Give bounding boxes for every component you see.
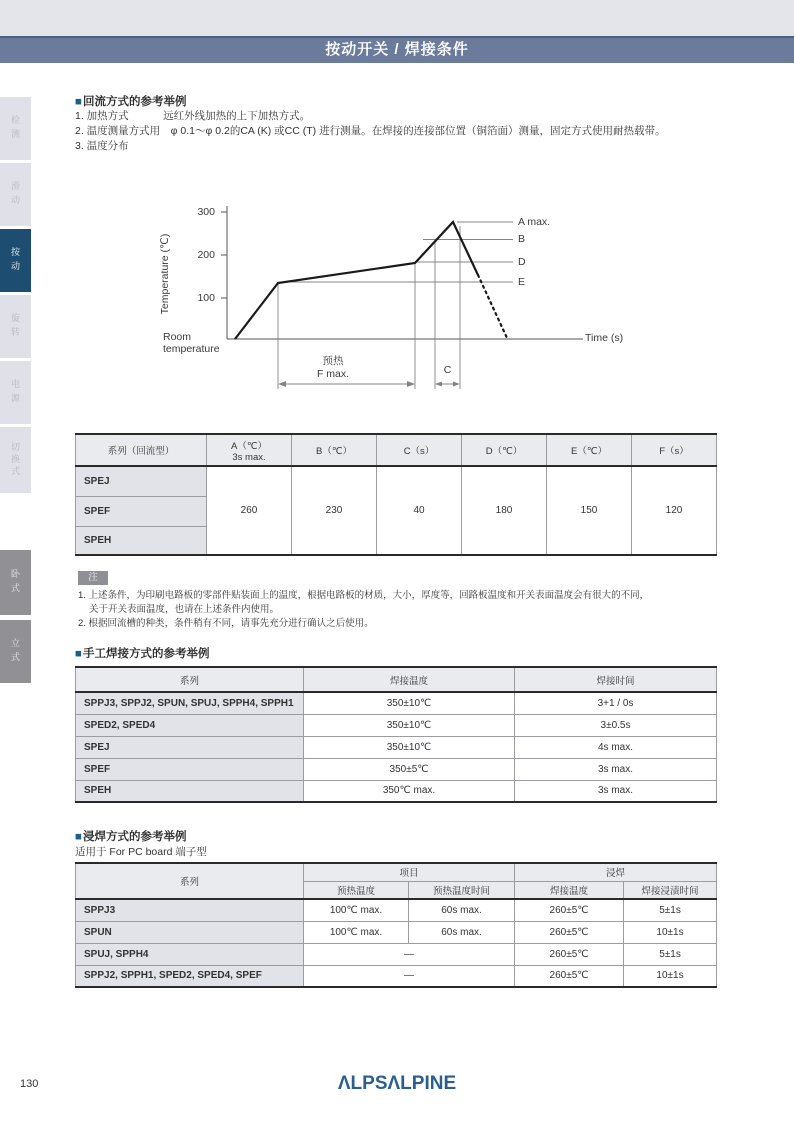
preheat-temp-cell: 100℃ max. — [304, 899, 409, 921]
col-header-preheat-time: 预热温度时间 — [409, 881, 515, 899]
section-marker-icon: ■ — [75, 831, 82, 843]
temp-cell: 350±10℃ — [304, 714, 515, 736]
table-row — [76, 943, 717, 965]
table-row — [76, 780, 717, 802]
col-header-c: C（s） — [377, 434, 462, 466]
y-tick-100: 100 — [197, 292, 215, 304]
col-header-series: 系列（回流型） — [76, 434, 207, 466]
sidebar-tab-jiance[interactable] — [0, 97, 31, 160]
fmax-label: F max. — [316, 368, 350, 380]
col-header-series: 系列 — [76, 667, 304, 692]
preheat-time-cell: 60s max. — [409, 899, 515, 921]
temp-cell: 350±10℃ — [304, 692, 515, 714]
col-header-b: B（℃） — [292, 434, 377, 466]
reflow-method-list — [75, 109, 735, 154]
col-header-preheat-temp: 预热温度 — [304, 881, 409, 899]
ref-label-a-max: A max. — [518, 216, 551, 228]
y-tick-200: 200 — [197, 249, 215, 261]
col-group-dip: 浸焊 — [515, 863, 717, 881]
col-header-solder-time: 焊接时间 — [515, 667, 717, 692]
value-b: 230 — [292, 466, 377, 555]
top-band — [0, 0, 794, 36]
sidebar-tab-dianyuan[interactable] — [0, 361, 31, 424]
sidebar-tab-label: 滑动 — [10, 180, 20, 209]
sidebar-tab-andong-active[interactable] — [0, 229, 31, 292]
table-row — [76, 692, 717, 714]
dip-subtitle: 适用于 For PC board 端子型 — [75, 846, 207, 858]
table-row — [76, 921, 717, 943]
chart-canvas — [155, 192, 675, 402]
sidebar-tab-label: 立式 — [10, 637, 20, 666]
col-header-solder-temp: 焊接温度 — [515, 881, 624, 899]
solder-temp-cell: 260±5℃ — [515, 965, 624, 987]
series-cell: SPUJ, SPPH4 — [76, 943, 304, 965]
time-cell: 3s max. — [515, 780, 717, 802]
sidebar-tab-label: 旋转 — [10, 312, 20, 341]
c-duration-label: C — [443, 364, 452, 376]
note-badge: 注 — [78, 571, 108, 585]
sidebar-tab-woshi[interactable] — [0, 550, 31, 615]
ref-label-d: D — [518, 256, 526, 268]
series-cell: SPPJ3 — [76, 899, 304, 921]
list-item: 2. 温度测量方式用 φ 0.1～φ 0.2的CA (K) 或CC (T) 进行测量。在焊接的连接部位置（铜箔面）测量，固定方式使用耐热载带。 — [75, 125, 666, 137]
ref-label-b: B — [518, 233, 526, 245]
value-a: 260 — [207, 466, 292, 555]
list-item: 1. 加热方式 远红外线加热的上下加热方式。 — [75, 110, 311, 122]
time-cell: 3±0.5s — [515, 714, 717, 736]
table-row — [76, 965, 717, 987]
series-cell: SPEF — [76, 758, 304, 780]
dip-time-cell: 10±1s — [624, 965, 717, 987]
sidebar-tab-qiehuanshi[interactable] — [0, 427, 31, 493]
solder-temp-cell: 260±5℃ — [515, 921, 624, 943]
series-cell: SPPJ2, SPPH1, SPED2, SPED4, SPEF — [76, 965, 304, 987]
preheat-time-cell: 60s max. — [409, 921, 515, 943]
dip-time-cell: 5±1s — [624, 899, 717, 921]
table-row — [76, 466, 717, 496]
series-cell: SPEJ — [76, 736, 304, 758]
section-marker-icon: ■ — [75, 96, 82, 108]
sidebar-tab-label: 卧式 — [10, 568, 20, 597]
series-cell: SPEH — [76, 526, 207, 555]
series-cell: SPEH — [76, 780, 304, 802]
table-row — [76, 899, 717, 921]
value-f: 120 — [632, 466, 717, 555]
series-cell: SPED2, SPED4 — [76, 714, 304, 736]
page-title-bar — [0, 36, 794, 63]
dip-time-cell: 10±1s — [624, 921, 717, 943]
ref-label-e: E — [518, 276, 526, 288]
sidebar-tab-label: 电源 — [10, 378, 20, 407]
col-header-a: A（℃） 3s max. — [207, 434, 292, 466]
value-d: 180 — [462, 466, 547, 555]
sidebar-tab-label: 按动 — [10, 246, 20, 275]
temp-cell: 350℃ max. — [304, 780, 515, 802]
series-cell: SPEF — [76, 496, 207, 526]
reflow-condition-table — [75, 433, 717, 556]
alps-alpine-logo: ΛLPSΛLPINE — [337, 1073, 457, 1094]
page-title: 按动开关 / 焊接条件 — [325, 41, 469, 58]
value-c: 40 — [377, 466, 462, 555]
col-header-d: D（℃） — [462, 434, 547, 466]
temp-cell: 350±10℃ — [304, 736, 515, 758]
time-cell: 4s max. — [515, 736, 717, 758]
dip-time-cell: 5±1s — [624, 943, 717, 965]
room-temperature-label: Room temperature — [163, 331, 220, 355]
table-row — [76, 736, 717, 758]
solder-temp-cell: 260±5℃ — [515, 899, 624, 921]
sidebar-tab-label: 检测 — [10, 114, 20, 143]
list-item: 3. 温度分布 — [75, 140, 129, 152]
hand-soldering-table — [75, 666, 717, 803]
section-title-hand-soldering: ■手工焊接方式的参考举例 — [75, 648, 210, 660]
time-cell: 3s max. — [515, 758, 717, 780]
temperature-profile-chart — [155, 192, 675, 402]
section-title-dip-soldering: ■浸焊方式的参考举例 — [75, 831, 187, 843]
section-title-reflow: ■回流方式的参考举例 — [75, 96, 187, 108]
time-cell: 3+1 / 0s — [515, 692, 717, 714]
temp-cell: 350±5℃ — [304, 758, 515, 780]
preheat-merged-cell: — — [304, 943, 515, 965]
preheat-label: 预热 — [322, 355, 344, 367]
col-header-solder-temp: 焊接温度 — [304, 667, 515, 692]
section-marker-icon: ■ — [75, 648, 82, 660]
dip-soldering-table — [75, 862, 717, 988]
col-group-item: 项目 — [304, 863, 515, 881]
sidebar-tab-xuanzhuan[interactable] — [0, 295, 31, 358]
sidebar-tab-huadong[interactable] — [0, 163, 31, 226]
sidebar-tab-label: 切换式 — [10, 442, 20, 478]
note-line: 1. 上述条件，为印刷电路板的零部件贴装面上的温度，根据电路板的材质，大小，厚度等，回路板温度和开关表面温度会有很大的不同， — [78, 590, 650, 601]
solder-temp-cell: 260±5℃ — [515, 943, 624, 965]
table-row — [76, 758, 717, 780]
value-e: 150 — [547, 466, 632, 555]
preheat-merged-cell: — — [304, 965, 515, 987]
sidebar-tab-lishi[interactable] — [0, 620, 31, 683]
col-header-dip-time: 焊接浸渍时间 — [624, 881, 717, 899]
page-number: 130 — [20, 1078, 39, 1090]
note-line: 2. 根据回流槽的种类，条件稍有不同，请事先充分进行确认之后使用。 — [78, 618, 374, 629]
preheat-temp-cell: 100℃ max. — [304, 921, 409, 943]
series-cell: SPEJ — [76, 466, 207, 496]
note-line: 关于开关表面温度，也请在上述条件内使用。 — [89, 604, 280, 615]
col-header-f: F（s） — [632, 434, 717, 466]
series-cell: SPUN — [76, 921, 304, 943]
col-header-series: 系列 — [76, 863, 304, 899]
y-tick-300: 300 — [197, 206, 215, 218]
col-header-e: E（℃） — [547, 434, 632, 466]
y-axis-label: Temperature (℃) — [159, 233, 171, 315]
note-text — [78, 589, 728, 631]
table-row — [76, 714, 717, 736]
series-cell: SPPJ3, SPPJ2, SPUN, SPUJ, SPPH4, SPPH1 — [76, 692, 304, 714]
x-axis-label: Time (s) — [585, 332, 624, 344]
